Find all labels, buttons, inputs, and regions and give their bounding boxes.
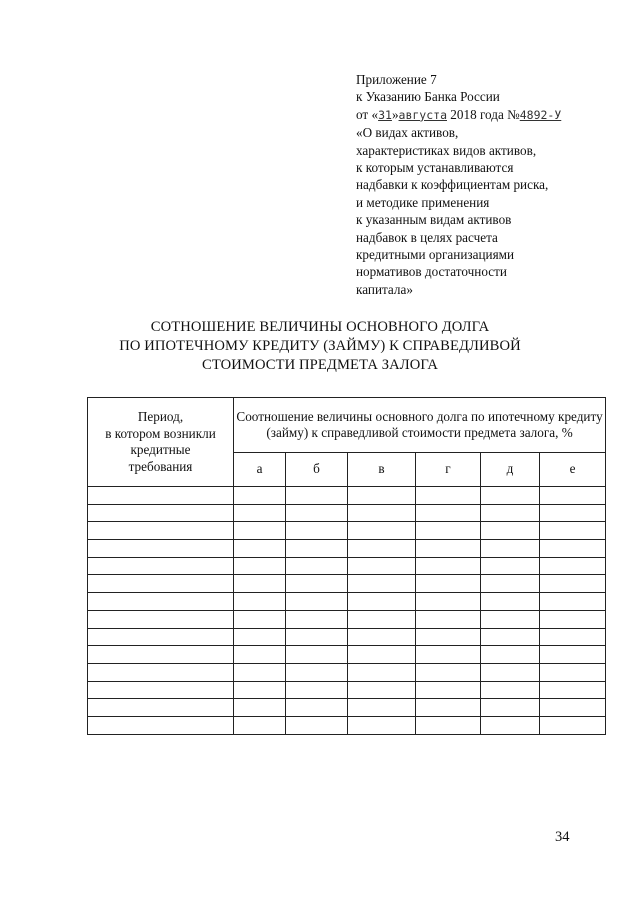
document-title [0,318,640,375]
table-cell [416,487,481,505]
table-cell [286,540,348,558]
table-cell [481,716,540,734]
table-cell [286,522,348,540]
table-cell [348,557,416,575]
period-header-line: Период, [137,409,184,424]
table-cell [540,522,606,540]
table-row [88,575,606,593]
table-row [88,628,606,646]
annex-month: августа [398,107,447,122]
table-cell [234,504,286,522]
table-body [88,487,606,735]
annex-body-line: характеристиках видов активов, [356,142,537,158]
table-cell [286,646,348,664]
table-row [88,716,606,734]
annex-regulation: к Указанию Банка России [356,89,500,105]
table-cell [481,575,540,593]
table-cell [540,504,606,522]
table-cell [88,540,234,558]
table-cell [540,487,606,505]
table-cell [286,716,348,734]
table-cell [88,487,234,505]
table-cell [540,540,606,558]
table-cell [481,646,540,664]
annex-body-line: нормативов достаточности [356,264,507,280]
table-cell [88,522,234,540]
table-cell [481,487,540,505]
table-row [88,593,606,611]
table-cell [416,504,481,522]
date-quote-close: » [391,106,399,122]
table-cell [540,593,606,611]
period-header-line: требования [128,458,193,474]
ratio-header-cell: Соотношение величины основного долга по ипотечному кредиту (займу) к справедливой стоимости предмета залога, % [234,398,606,453]
table-row [88,504,606,522]
table-cell [348,593,416,611]
title-line: СОТНОШЕНИЕ ВЕЛИЧИНЫ ОСНОВНОГО ДОЛГА [150,319,490,335]
table-cell [286,610,348,628]
table-cell [416,593,481,611]
table-cell [234,646,286,664]
table-cell [416,699,481,717]
table-cell [481,522,540,540]
table-cell [540,663,606,681]
table-cell [234,487,286,505]
table-cell [286,487,348,505]
table-cell [348,681,416,699]
table-cell [416,540,481,558]
annex-reference-block [356,71,626,298]
table-cell [348,699,416,717]
table-cell [88,557,234,575]
table-cell [481,681,540,699]
annex-body-line: «О видах активов, [356,125,459,141]
title-line: СТОИМОСТИ ПРЕДМЕТА ЗАЛОГА [201,357,439,373]
table-cell [234,593,286,611]
table-row [88,663,606,681]
date-prefix: от « [356,106,379,122]
table-cell [481,699,540,717]
table-cell [286,681,348,699]
annex-body-line: кредитными организациями [356,247,515,263]
table-row [88,487,606,505]
table-cell [348,646,416,664]
table-cell [540,575,606,593]
table-cell [234,663,286,681]
table-cell [416,557,481,575]
table-cell [348,628,416,646]
column-letter-cell: в [348,453,416,487]
table-cell [88,663,234,681]
table-cell [234,540,286,558]
column-letter-cell: г [416,453,481,487]
table-cell [416,575,481,593]
column-letter-cell: б [286,453,348,487]
table-row [88,646,606,664]
annex-year: 2018 года № [447,106,520,122]
table-cell [540,628,606,646]
table-cell [88,628,234,646]
table-cell [234,681,286,699]
annex-body-line: надбавки к коэффициентам риска, [356,177,549,193]
table-cell [286,557,348,575]
table-cell [416,522,481,540]
table-cell [481,540,540,558]
table-cell [348,716,416,734]
table-cell [286,504,348,522]
table-cell [540,699,606,717]
table-cell [286,628,348,646]
table-cell [481,628,540,646]
table-cell [88,716,234,734]
ratio-table [87,397,606,735]
table-cell [348,487,416,505]
table-row [88,681,606,699]
table-cell [286,593,348,611]
annex-body-line: капитала» [356,281,413,297]
table-cell [88,575,234,593]
table-row [88,522,606,540]
period-header-line: в котором возникли [105,425,216,441]
table-cell [540,716,606,734]
table-cell [286,575,348,593]
table-cell [481,610,540,628]
annex-title: Приложение 7 [356,72,437,87]
table-cell [416,628,481,646]
table-cell [416,716,481,734]
column-letter-cell: д [481,453,540,487]
table-cell [234,716,286,734]
table-cell [286,663,348,681]
column-letter-cell: е [540,453,606,487]
table-cell [481,557,540,575]
table-cell [348,540,416,558]
table-cell [88,646,234,664]
table-cell [88,504,234,522]
annex-body-line: надбавок в целях расчета [356,229,498,245]
table-cell [481,593,540,611]
table-cell [540,681,606,699]
table-cell [348,522,416,540]
table-cell [416,663,481,681]
table-cell [481,504,540,522]
table-cell [234,522,286,540]
table-cell [234,610,286,628]
table-cell [286,699,348,717]
annex-day: 31 [378,107,392,122]
title-line: ПО ИПОТЕЧНОМУ КРЕДИТУ (ЗАЙМУ) К СПРАВЕДЛИВОЙ [119,338,521,354]
table-cell [348,575,416,593]
table-cell [416,681,481,699]
table-cell [540,646,606,664]
table-cell [88,610,234,628]
table-row [88,610,606,628]
period-header-cell [88,398,234,487]
table-cell [540,610,606,628]
table-cell [234,628,286,646]
table-cell [416,610,481,628]
annex-body-lines [356,124,626,298]
page-number: 34 [555,829,570,845]
table-cell [88,593,234,611]
table-cell [348,504,416,522]
table-row [88,540,606,558]
annex-date-number [356,106,626,124]
table-row [88,699,606,717]
annex-body-line: к указанным видам активов [356,212,512,228]
column-letter-cell: а [234,453,286,487]
table-cell [540,557,606,575]
annex-body-line: к которым устанавливаются [356,160,514,176]
table-cell [88,699,234,717]
period-header-line: кредитные [130,442,191,457]
table-cell [234,699,286,717]
table-cell [88,681,234,699]
table-cell [234,557,286,575]
annex-number: 4892-У [519,107,562,122]
table-cell [234,575,286,593]
table-row [88,557,606,575]
annex-body-line: и методике применения [356,194,490,210]
table-cell [348,610,416,628]
table-cell [348,663,416,681]
table-cell [481,663,540,681]
table-cell [416,646,481,664]
